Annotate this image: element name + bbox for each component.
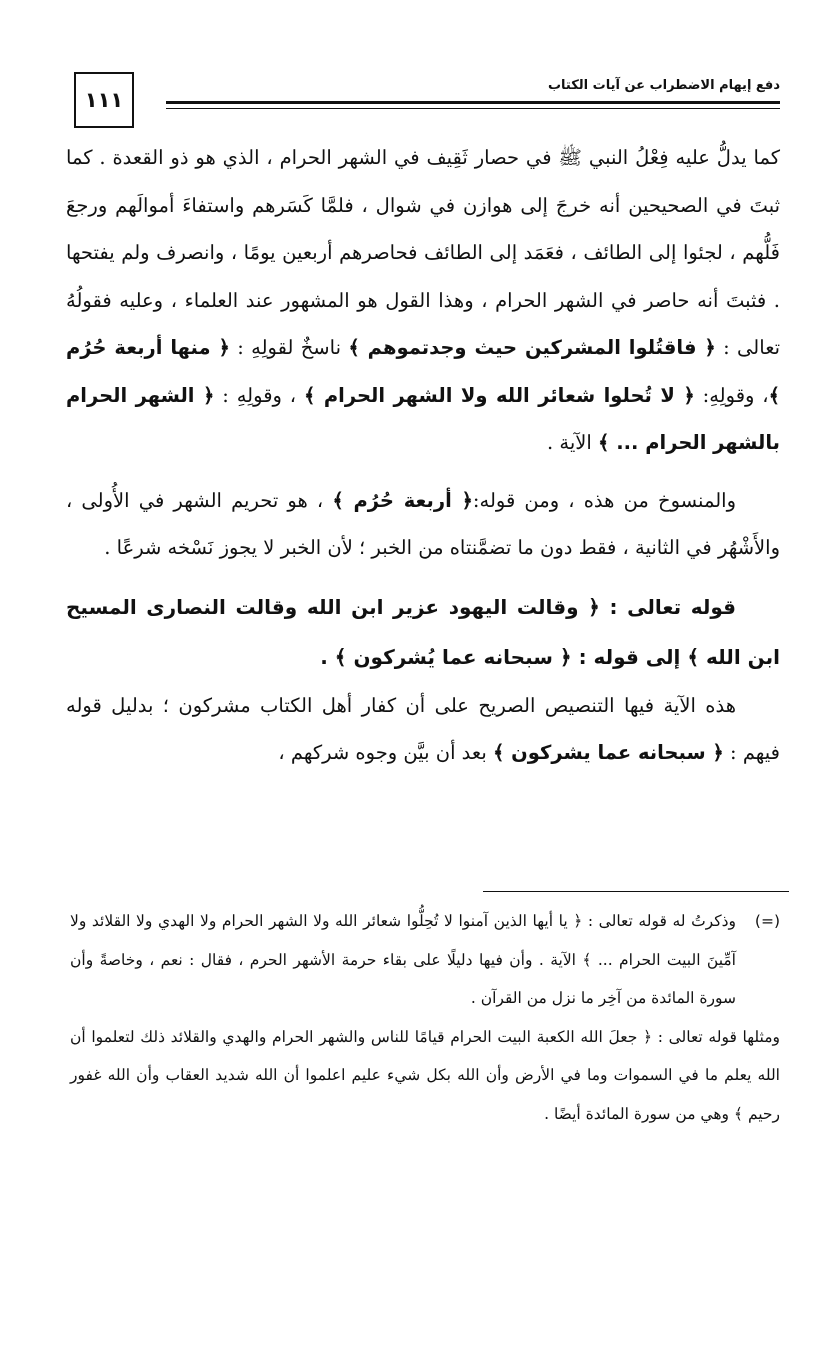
- verse-heading-quote-1: ﴿ وقالت اليهود عزير ابن الله وقالت النصارى المسيح ابن الله ﴾: [66, 594, 780, 669]
- paragraph-3: [66, 682, 780, 777]
- verse-heading-quote-2: ﴿ سبحانه عما يُشركون ﴾: [334, 644, 572, 669]
- paragraph-1-text-c: ، وقولِهِ:: [702, 383, 769, 407]
- footnote-1: [70, 902, 780, 1018]
- paragraph-3-text-b: بعد أن بيَّن وجوه شركهم ،: [278, 741, 487, 764]
- quran-quote-5: ﴿ أربعة حُرُم ﴾: [332, 488, 473, 512]
- paragraph-2-text-b: ، هو تحريم الشهر في الأُولى ، والأَشْهُر في الثانية ، فقط دون ما تضمَّنتاه من الخبر ؛ لأن الخبر لا يجوز نَسْخه شرعًا .: [66, 488, 780, 559]
- paragraph-1: [66, 134, 780, 467]
- quran-quote-4: ﴿ الشهر الحرام بالشهر الحرام ... ﴾: [66, 383, 780, 454]
- footnote-1-text: وذكرتُ له قوله تعالى : ﴿ يا أيها الذين آمنوا لا تُحِلُّوا شعائر الله ولا الشهر الحرام ولا الهدي ولا القلائد ولا آمِّينَ البيت الحرام ... ﴾ الآية . وأن فيها دليلًا على بقاء حرمة الأشهر الحرم ، فقال : نعم ، وخاصةً وأن سورة المائدة من آخِر ما نزل من القرآن .: [70, 912, 736, 1007]
- verse-heading-label: قوله تعالى :: [609, 594, 737, 619]
- footnotes: [70, 902, 780, 1133]
- header-rule-thin: [166, 108, 780, 109]
- paragraph-2-text: والمنسوخ من هذه ، ومن قوله:: [472, 488, 736, 512]
- quran-quote-6: ﴿ سبحانه عما يشركون ﴾: [492, 741, 724, 764]
- header-rule-thick: [166, 101, 780, 104]
- paragraph-1-text: كما يدلُّ عليه فِعْلُ النبي ﷺ في حصار ثَقِيف في الشهر الحرام ، الذي هو ذو القعدة . كما ثبتَ في الصحيحين أنه خرجَ إلى هوازن في شوال ، فلمَّا كَسَرهم واستفاءَ أموالَهم ورجعَ فَلُّهم ، لجئوا إلى الطائف ، فعَمَد إلى الطائف فحاصرهم أربعين يومًا ، وانصرف ولم يفتحها . فثبتَ أنه حاصر في الشهر الحرام ، وهذا القول هو المشهور عند العلماء ، وعليه فقولُهُ تعالى :: [66, 146, 781, 359]
- quran-quote-3: ﴿ لا تُحلوا شعائر الله ولا الشهر الحرام ﴾: [304, 383, 695, 407]
- quran-quote-1: ﴿ فاقتُلوا المشركين حيث وجدتموهم ﴾: [348, 336, 716, 359]
- main-text: [66, 134, 780, 777]
- running-header-title: دفع إيهام الاضطراب عن آيات الكتاب: [547, 78, 780, 93]
- footnote-continuation-marker: (=): [754, 912, 780, 930]
- paragraph-3-text: هذه الآية فيها التنصيص الصريح على أن كفار أهل الكتاب مشركون ؛ بدليل قوله فيهم :: [66, 693, 780, 764]
- paragraph-1-text-d: ، وقولِهِ :: [222, 383, 297, 407]
- paragraph-2: [66, 477, 780, 572]
- paragraph-1-text-e: الآية .: [546, 431, 592, 454]
- verse-heading: [66, 582, 780, 682]
- footnote-2-text: ومثلها قوله تعالى : ﴿ جعلَ الله الكعبة البيت الحرام قيامًا للناس والشهر الحرام والهدي والقلائد ذلك لتعلموا أن الله يعلم ما في السموات وما في الأرض وأن الله بكل شيء عليم اعلموا أن الله شديد العقاب وأن الله غفور رحيم ﴾ وهي من سورة المائدة أيضًا .: [70, 1027, 780, 1123]
- page-number: ١١١: [74, 72, 134, 128]
- verse-heading-end: .: [320, 644, 328, 669]
- paragraph-1-text-b: ناسخٌ لقولِهِ :: [237, 336, 342, 359]
- footnote-separator: [483, 891, 789, 892]
- footnote-2: [70, 1018, 780, 1134]
- quran-quote-2: ﴿ منها أربعة حُرُم ﴾: [66, 336, 781, 407]
- verse-heading-mid: إلى قوله :: [578, 644, 681, 669]
